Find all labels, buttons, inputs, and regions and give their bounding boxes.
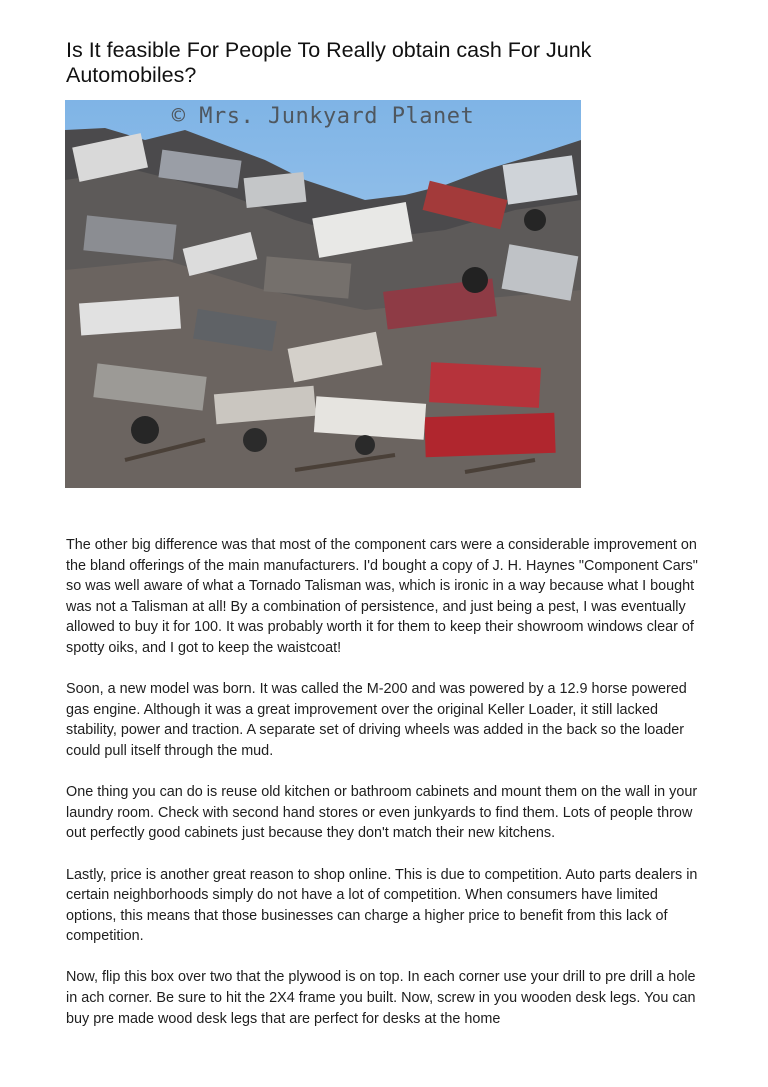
paragraph: One thing you can do is reuse old kitchen or bathroom cabinets and mount them on the wall in your laundry room. Check with second hand stores or even junkyards to find them. Lots of people throw out perfectly good cabinets just because they don't match their new kitchens. [66, 784, 698, 842]
page-title: Is It feasible For People To Really obtain cash For Junk Automobiles? [66, 38, 592, 87]
paragraph: Soon, a new model was born. It was called the M-200 and was powered by a 12.9 horse powered gas engine. Although it was a great improvement over the original Keller Loader, it still lacked stability, power and traction. A separate set of driving wheels was added in the back so the loader could pull itself through the mud. [66, 681, 687, 759]
paragraph: The other big difference was that most of the component cars were a considerable improvement on the bland offerings of the main manufacturers. I'd bought a copy of J. H. Haynes "Component Cars" so was well aware of what a Tornado Talisman was, which is ironic in a way because what I bought was not a Talisman at all! By a combination of persistence, and just being a pest, I was eventually allowed to buy it for 100. It was probably worth it for them to keep their showroom windows clear of spotty oiks, and I got to keep the waistcoat! [66, 537, 698, 656]
article-body [66, 535, 706, 1050]
paragraph: Lastly, price is another great reason to shop online. This is due to competition. Auto parts dealers in certain neighborhoods simply do not have a lot of competition. When consumers have limited options, this means that those businesses can charge a higher price to benefit from this lack of competition. [66, 866, 698, 945]
junkyard-photo [65, 100, 581, 488]
paragraph: Now, flip this box over two that the plywood is on top. In each corner use your drill to pre drill a hole in ach corner. Be sure to hit the 2X4 frame you built. Now, screw in you wooden desk legs. You can buy pre made wood desk legs that are perfect for desks at the home [66, 969, 696, 1027]
photo-watermark: © Mrs. Junkyard Planet [171, 104, 475, 129]
